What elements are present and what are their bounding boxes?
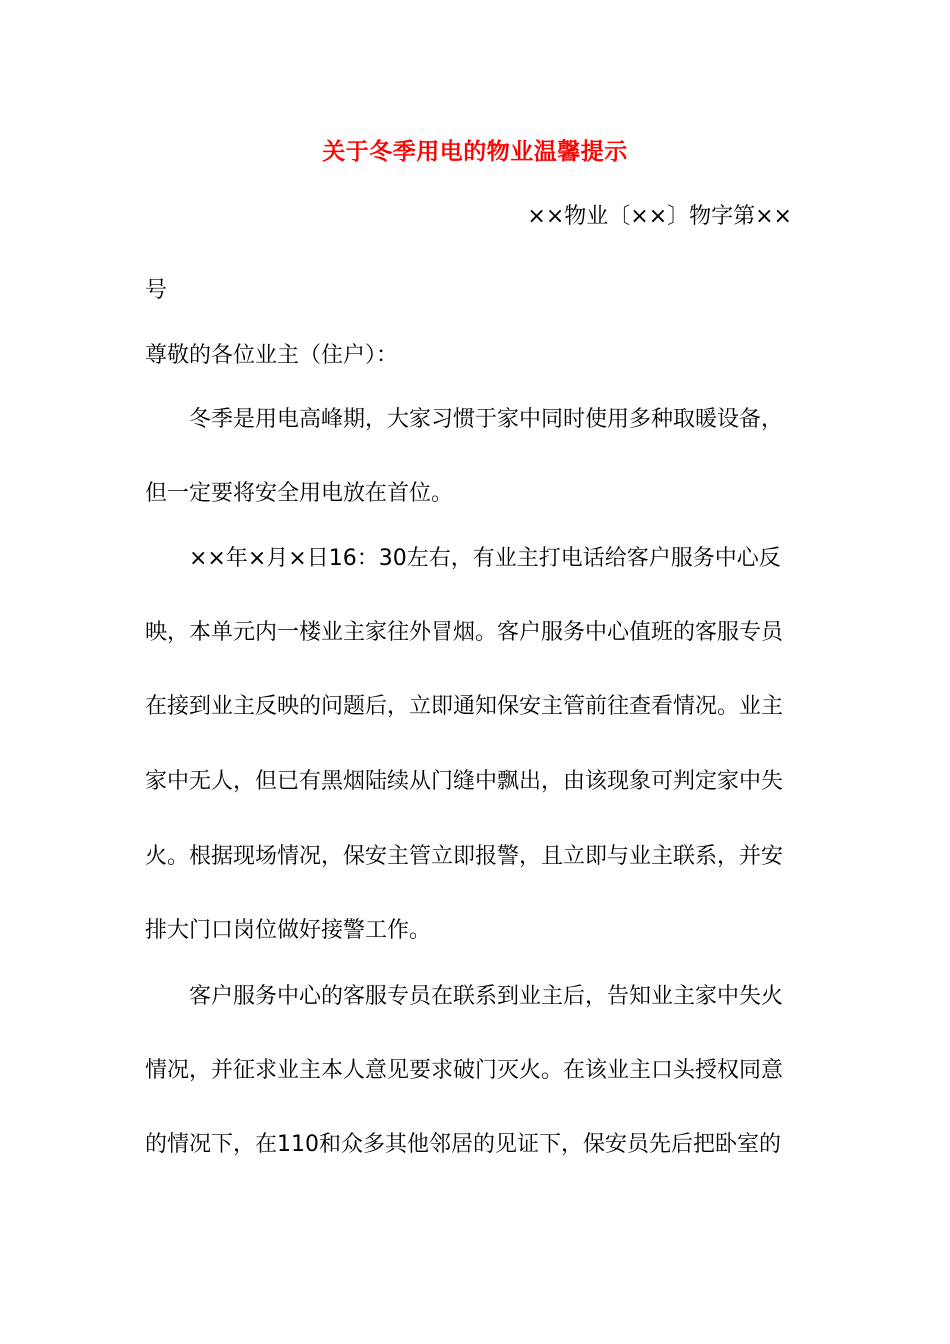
- paragraph-2-line-6: 排大门口岗位做好接警工作。: [145, 918, 432, 943]
- paragraph-2-line-2: 映，本单元内一楼业主家往外冒烟。客户服务中心值班的客服专员: [145, 620, 784, 645]
- paragraph-1-line-1: 冬季是用电高峰期，大家习惯于家中同时使用多种取暖设备，: [189, 407, 784, 432]
- paragraph-3-line-2: 情况，并征求业主本人意见要求破门灭火。在该业主口头授权同意: [145, 1058, 784, 1083]
- paragraph-2-line-4: 家中无人，但已有黑烟陆续从门缝中飘出，由该现象可判定家中失: [145, 769, 784, 794]
- paragraph-2-line-3: 在接到业主反映的问题后，立即通知保安主管前往查看情况。业主: [145, 694, 784, 719]
- paragraph-2-line-1: ××年×月×日16：30左右，有业主打电话给客户服务中心反: [189, 546, 781, 571]
- document-number-suffix: 号: [145, 278, 168, 303]
- paragraph-3-line-1: 客户服务中心的客服专员在联系到业主后，告知业主家中失火: [189, 984, 784, 1009]
- paragraph-1-line-2: 但一定要将安全用电放在首位。: [145, 481, 454, 506]
- salutation: 尊敬的各位业主（住户）：: [145, 343, 399, 368]
- document-title: 关于冬季用电的物业温馨提示: [322, 139, 628, 165]
- paragraph-3-line-3: 的情况下，在110和众多其他邻居的见证下，保安员先后把卧室的: [145, 1132, 781, 1157]
- document-number: ××物业〔××〕物字第××: [527, 204, 792, 229]
- paragraph-2-line-5: 火。根据现场情况，保安主管立即报警，且立即与业主联系，并安: [145, 844, 784, 869]
